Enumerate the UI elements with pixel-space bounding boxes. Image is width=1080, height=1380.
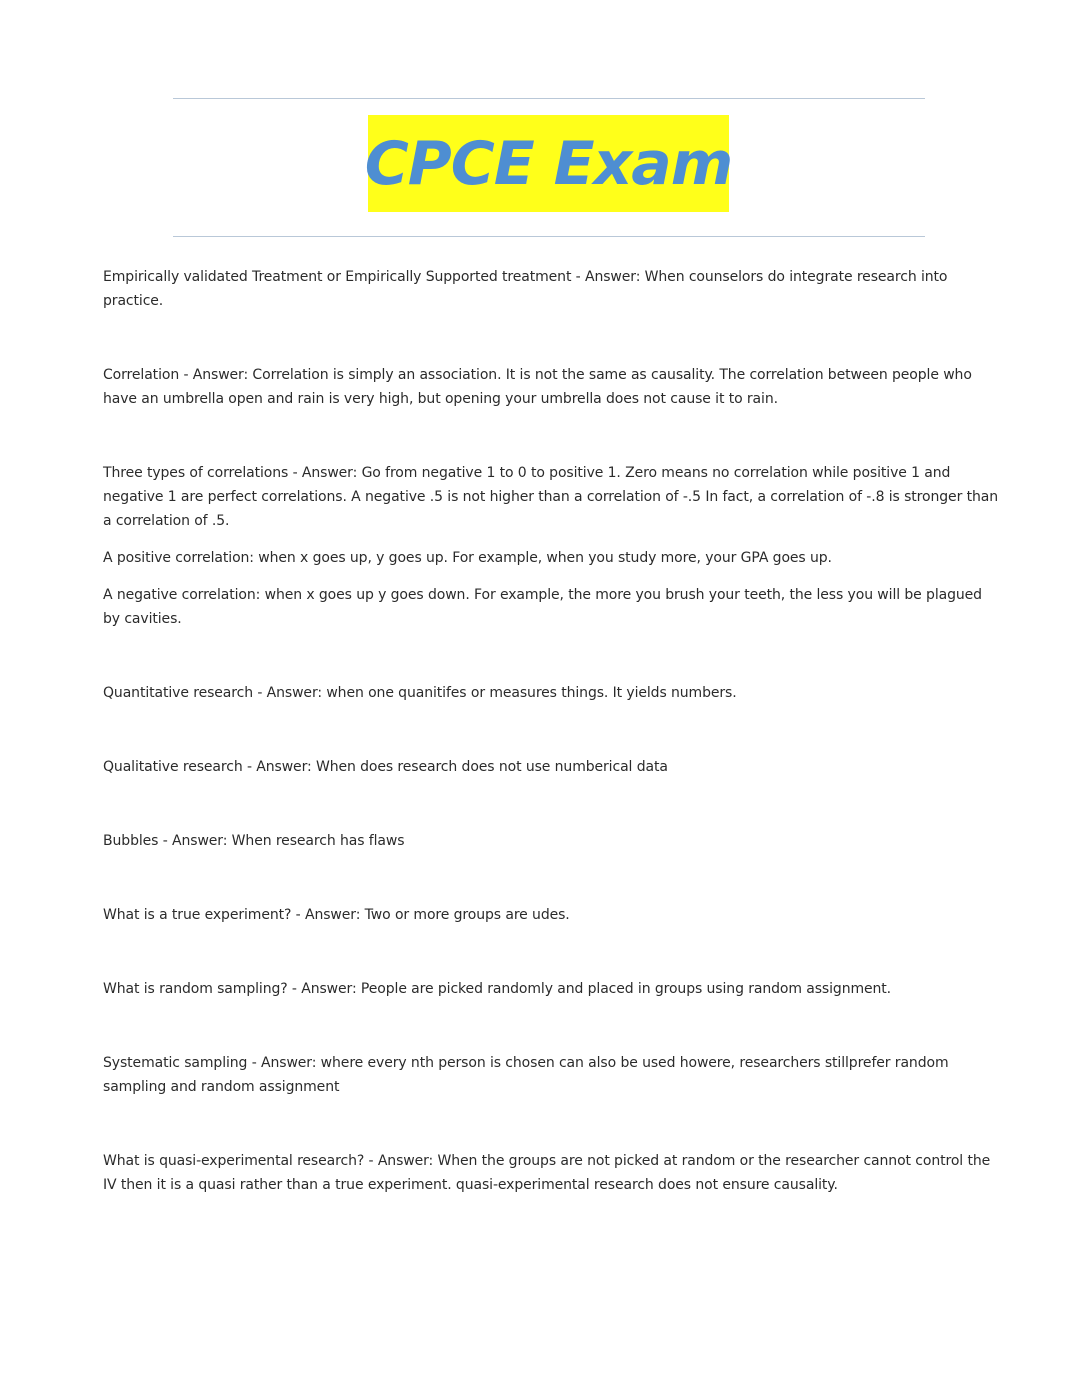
bottom-divider: [173, 236, 925, 237]
top-divider: [173, 98, 925, 99]
qa-list: [103, 265, 998, 1197]
qa-entry: Qualitative research - Answer: When does research does not use numberical data: [103, 759, 668, 775]
document-title: CPCE Exam: [364, 128, 733, 199]
qa-entry: Three types of correlations - Answer: Go from negative 1 to 0 to positive 1. Zero means no correlation while positive 1 and negative 1 are perfect correlations. A negative .5 is not higher than a correlation of -.5 In fact, a correlation of -.8 is stronger than a correlation of .5.: [103, 465, 998, 529]
qa-entry: Bubbles - Answer: When research has flaws: [103, 833, 405, 849]
title-highlight: [364, 115, 733, 212]
qa-entry: What is quasi-experimental research? - Answer: When the groups are not picked at random or the researcher cannot control the IV then it is a quasi rather than a true experiment. quasi-experimental research does not ensure causality.: [103, 1153, 991, 1193]
qa-entry: What is random sampling? - Answer: People are picked randomly and placed in groups using random assignment.: [103, 981, 892, 997]
qa-entry: Systematic sampling - Answer: where every nth person is chosen can also be used howere, researchers stillprefer random sampling and random assignment: [103, 1055, 949, 1095]
qa-entry: Correlation - Answer: Correlation is simply an association. It is not the same as causality. The correlation between people who have an umbrella open and rain is very high, but opening your umbrella does not cause it to rain.: [103, 367, 972, 407]
qa-entry: A positive correlation: when x goes up, y goes up. For example, when you study more, your GPA goes up.: [103, 550, 832, 566]
qa-entry: What is a true experiment? - Answer: Two or more groups are udes.: [103, 907, 570, 923]
qa-entry: Empirically validated Treatment or Empirically Supported treatment - Answer: When counselors do integrate research into practice.: [103, 269, 948, 309]
qa-entry: A negative correlation: when x goes up y goes down. For example, the more you brush your teeth, the less you will be plagued by cavities.: [103, 587, 982, 627]
qa-entry: Quantitative research - Answer: when one quanitifes or measures things. It yields numbers.: [103, 685, 737, 701]
